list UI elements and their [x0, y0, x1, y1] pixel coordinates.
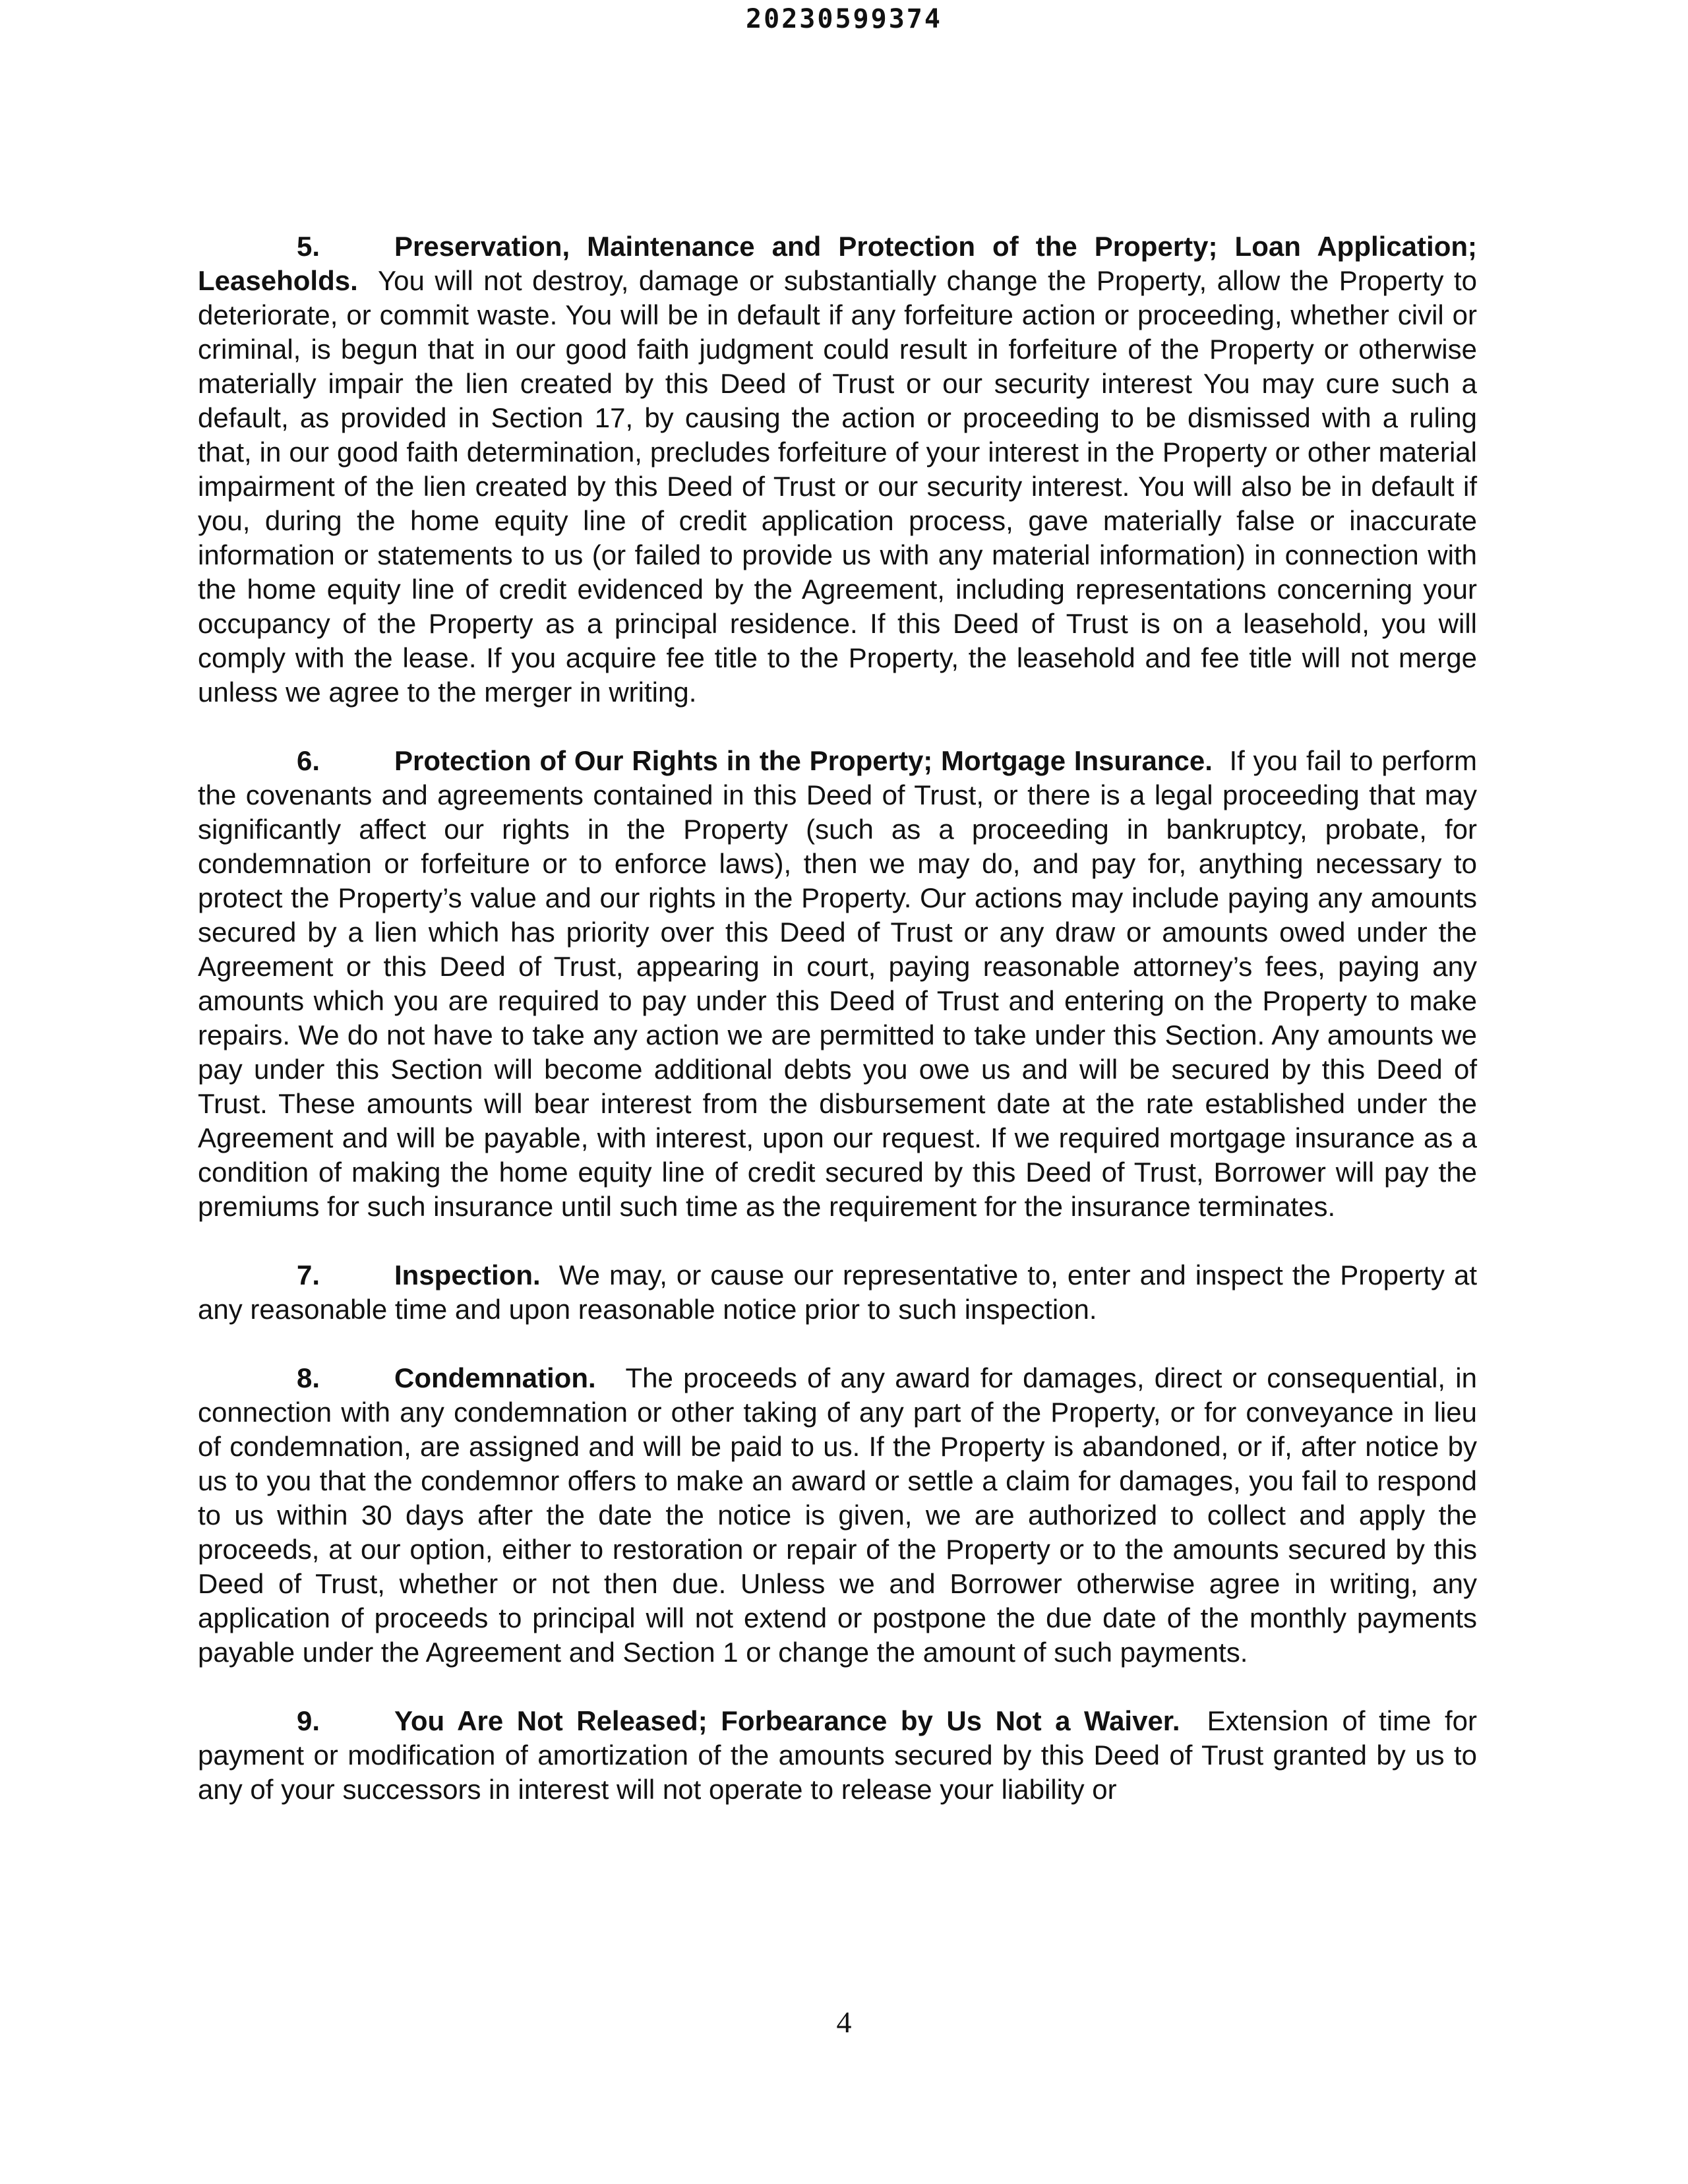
- section-9-paragraph: [198, 1704, 1477, 1807]
- recording-number: 20230599374: [746, 4, 942, 34]
- section-5: [198, 229, 1477, 710]
- section-6-number: 6.: [297, 745, 320, 776]
- section-6-body: If you fail to perform the covenants and agreements contained in this Deed of Trust, or there is a legal proceeding that may significantly affect our rights in the Property (such as a proceeding in bankruptcy, probate, for condemnation or forfeiture or to enforce laws), then we may do, and pay for, anything necessary to protect the Property’s value and our rights in the Property. Our actions may include paying any amounts secured by a lien which has priority over this Deed of Trust or any draw or amounts owed under the Agreement or this Deed of Trust, appearing in court, paying reasonable attorney’s fees, paying any amounts which you are required to pay under this Deed of Trust and entering on the Property to make repairs. We do not have to take any action we are permitted to take under this Section. Any amounts we pay under this Section will become additional debts you owe us and will be secured by this Deed of Trust. These amounts will bear interest from the disbursement date at the rate established under the Agreement and will be payable, with interest, upon our request. If we required mortgage insurance as a condition of making the home equity line of credit secured by this Deed of Trust, Borrower will pay the premiums for such insurance until such time as the requirement for the insurance terminates.: [198, 745, 1478, 1222]
- section-7-heading: Inspection.: [394, 1259, 541, 1290]
- section-8-number: 8.: [297, 1362, 320, 1393]
- section-9-body: Extension of time for payment or modification of amortization of the amounts secured by this Deed of Trust granted by us to any of your successors in interest will not operate to release your liability or: [198, 1705, 1477, 1805]
- section-6-heading: Protection of Our Rights in the Property; Mortgage Insurance.: [394, 745, 1213, 776]
- section-7: [198, 1258, 1477, 1327]
- section-7-paragraph: [198, 1258, 1477, 1327]
- section-5-body: You will not destroy, damage or substantially change the Property, allow the Property to deteriorate, or commit waste. You will be in default if any forfeiture action or proceeding, whether civil or criminal, is begun that in our good faith judgment could result in forfeiture of the Property or otherwise materially impair the lien created by this Deed of Trust or our security interest You may cure such a default, as provided in Section 17, by causing the action or proceeding to be dismissed with a ruling that, in our good faith determination, precludes forfeiture of your interest in the Property or other material impairment of the lien created by this Deed of Trust or our security interest. You will also be in default if you, during the home equity line of credit application process, gave materially false or inaccurate information or statements to us (or failed to provide us with any material information) in connection with the home equity line of credit evidenced by the Agreement, including representations concerning your occupancy of the Property as a principal residence. If this Deed of Trust is on a leasehold, you will comply with the lease. If you acquire fee title to the Property, the leasehold and fee title will not merge unless we agree to the merger in writing.: [198, 265, 1477, 708]
- section-9-heading: You Are Not Released; Forbearance by Us Not a Waiver.: [394, 1705, 1180, 1736]
- document-body: [198, 229, 1477, 1841]
- section-9: [198, 1704, 1477, 1807]
- section-6: [198, 744, 1477, 1224]
- section-8: [198, 1361, 1477, 1670]
- section-8-paragraph: [198, 1361, 1477, 1670]
- section-8-heading: Condemnation.: [394, 1362, 596, 1393]
- section-6-paragraph: [198, 744, 1477, 1224]
- section-8-body: The proceeds of any award for damages, direct or consequential, in connection with any condemnation or other taking of any part of the Property, or for conveyance in lieu of condemnation, are assigned and will be paid to us. If the Property is abandoned, or if, after notice by us to you that the condemnor offers to make an award or settle a claim for damages, you fail to respond to us within 30 days after the date the notice is given, we are authorized to collect and apply the proceeds, at our option, either to restoration or repair of the Property or to the amounts secured by this Deed of Trust, whether or not then due. Unless we and Borrower otherwise agree in writing, any application of proceeds to principal will not extend or postpone the due date of the monthly payments payable under the Agreement and Section 1 or change the amount of such payments.: [198, 1362, 1477, 1668]
- section-7-body: We may, or cause our representative to, enter and inspect the Property at any reasonable time and upon reasonable notice prior to such inspection.: [198, 1259, 1477, 1325]
- page-number: 4: [836, 2005, 852, 2039]
- section-5-heading: Preservation, Maintenance and Protection of the Property; Loan Application; Leaseholds.: [198, 231, 1477, 296]
- section-5-paragraph: [198, 229, 1477, 710]
- section-5-number: 5.: [297, 231, 320, 262]
- section-9-number: 9.: [297, 1705, 320, 1736]
- section-7-number: 7.: [297, 1259, 320, 1290]
